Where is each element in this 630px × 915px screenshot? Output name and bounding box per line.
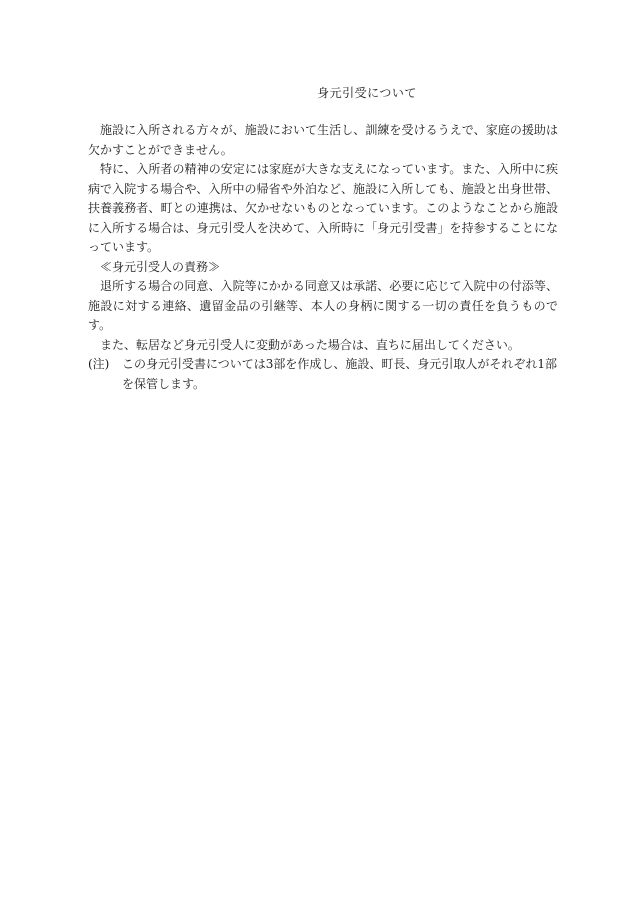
paragraph-intro: 施設に入所される方々が、施設において生活し、訓練を受けるうえで、家庭の援助は欠かすことができません。 — [88, 123, 558, 157]
paragraph-duties: 退所する場合の同意、入院等にかかる同意又は承諾、必要に応じて入院中の付添等、施設に対する連絡、遺留金品の引継等、本人の身柄に関する一切の責任を負うものです。 — [88, 279, 558, 332]
note-text: この身元引受書については3部を作成し、施設、町長、身元引取人がそれぞれ1部を保管します。 — [122, 357, 558, 391]
paragraph-family-support: 特に、入所者の精神の安定には家庭が大きな支えになっています。また、入所中に疾病で入院する場合や、入所中の帰省や外泊など、施設に入所しても、施設と出身世帯、扶養義務者、町との連携は、欠かせないものとなっています。このようなことから施設に入所する場合は、身元引受人を決めて、入所時に「身元引受書」を持参することになっています。 — [88, 162, 558, 254]
note-block — [88, 355, 558, 394]
duties-heading: ≪身元引受人の責務≫ — [100, 259, 221, 274]
document-body — [88, 121, 558, 394]
paragraph-change-notice: また、転居など身元引受人に変動があった場合は、直ちに届出してください。 — [100, 337, 520, 352]
document-title: 身元引受について — [317, 86, 417, 100]
note-label: (注) — [88, 357, 110, 371]
